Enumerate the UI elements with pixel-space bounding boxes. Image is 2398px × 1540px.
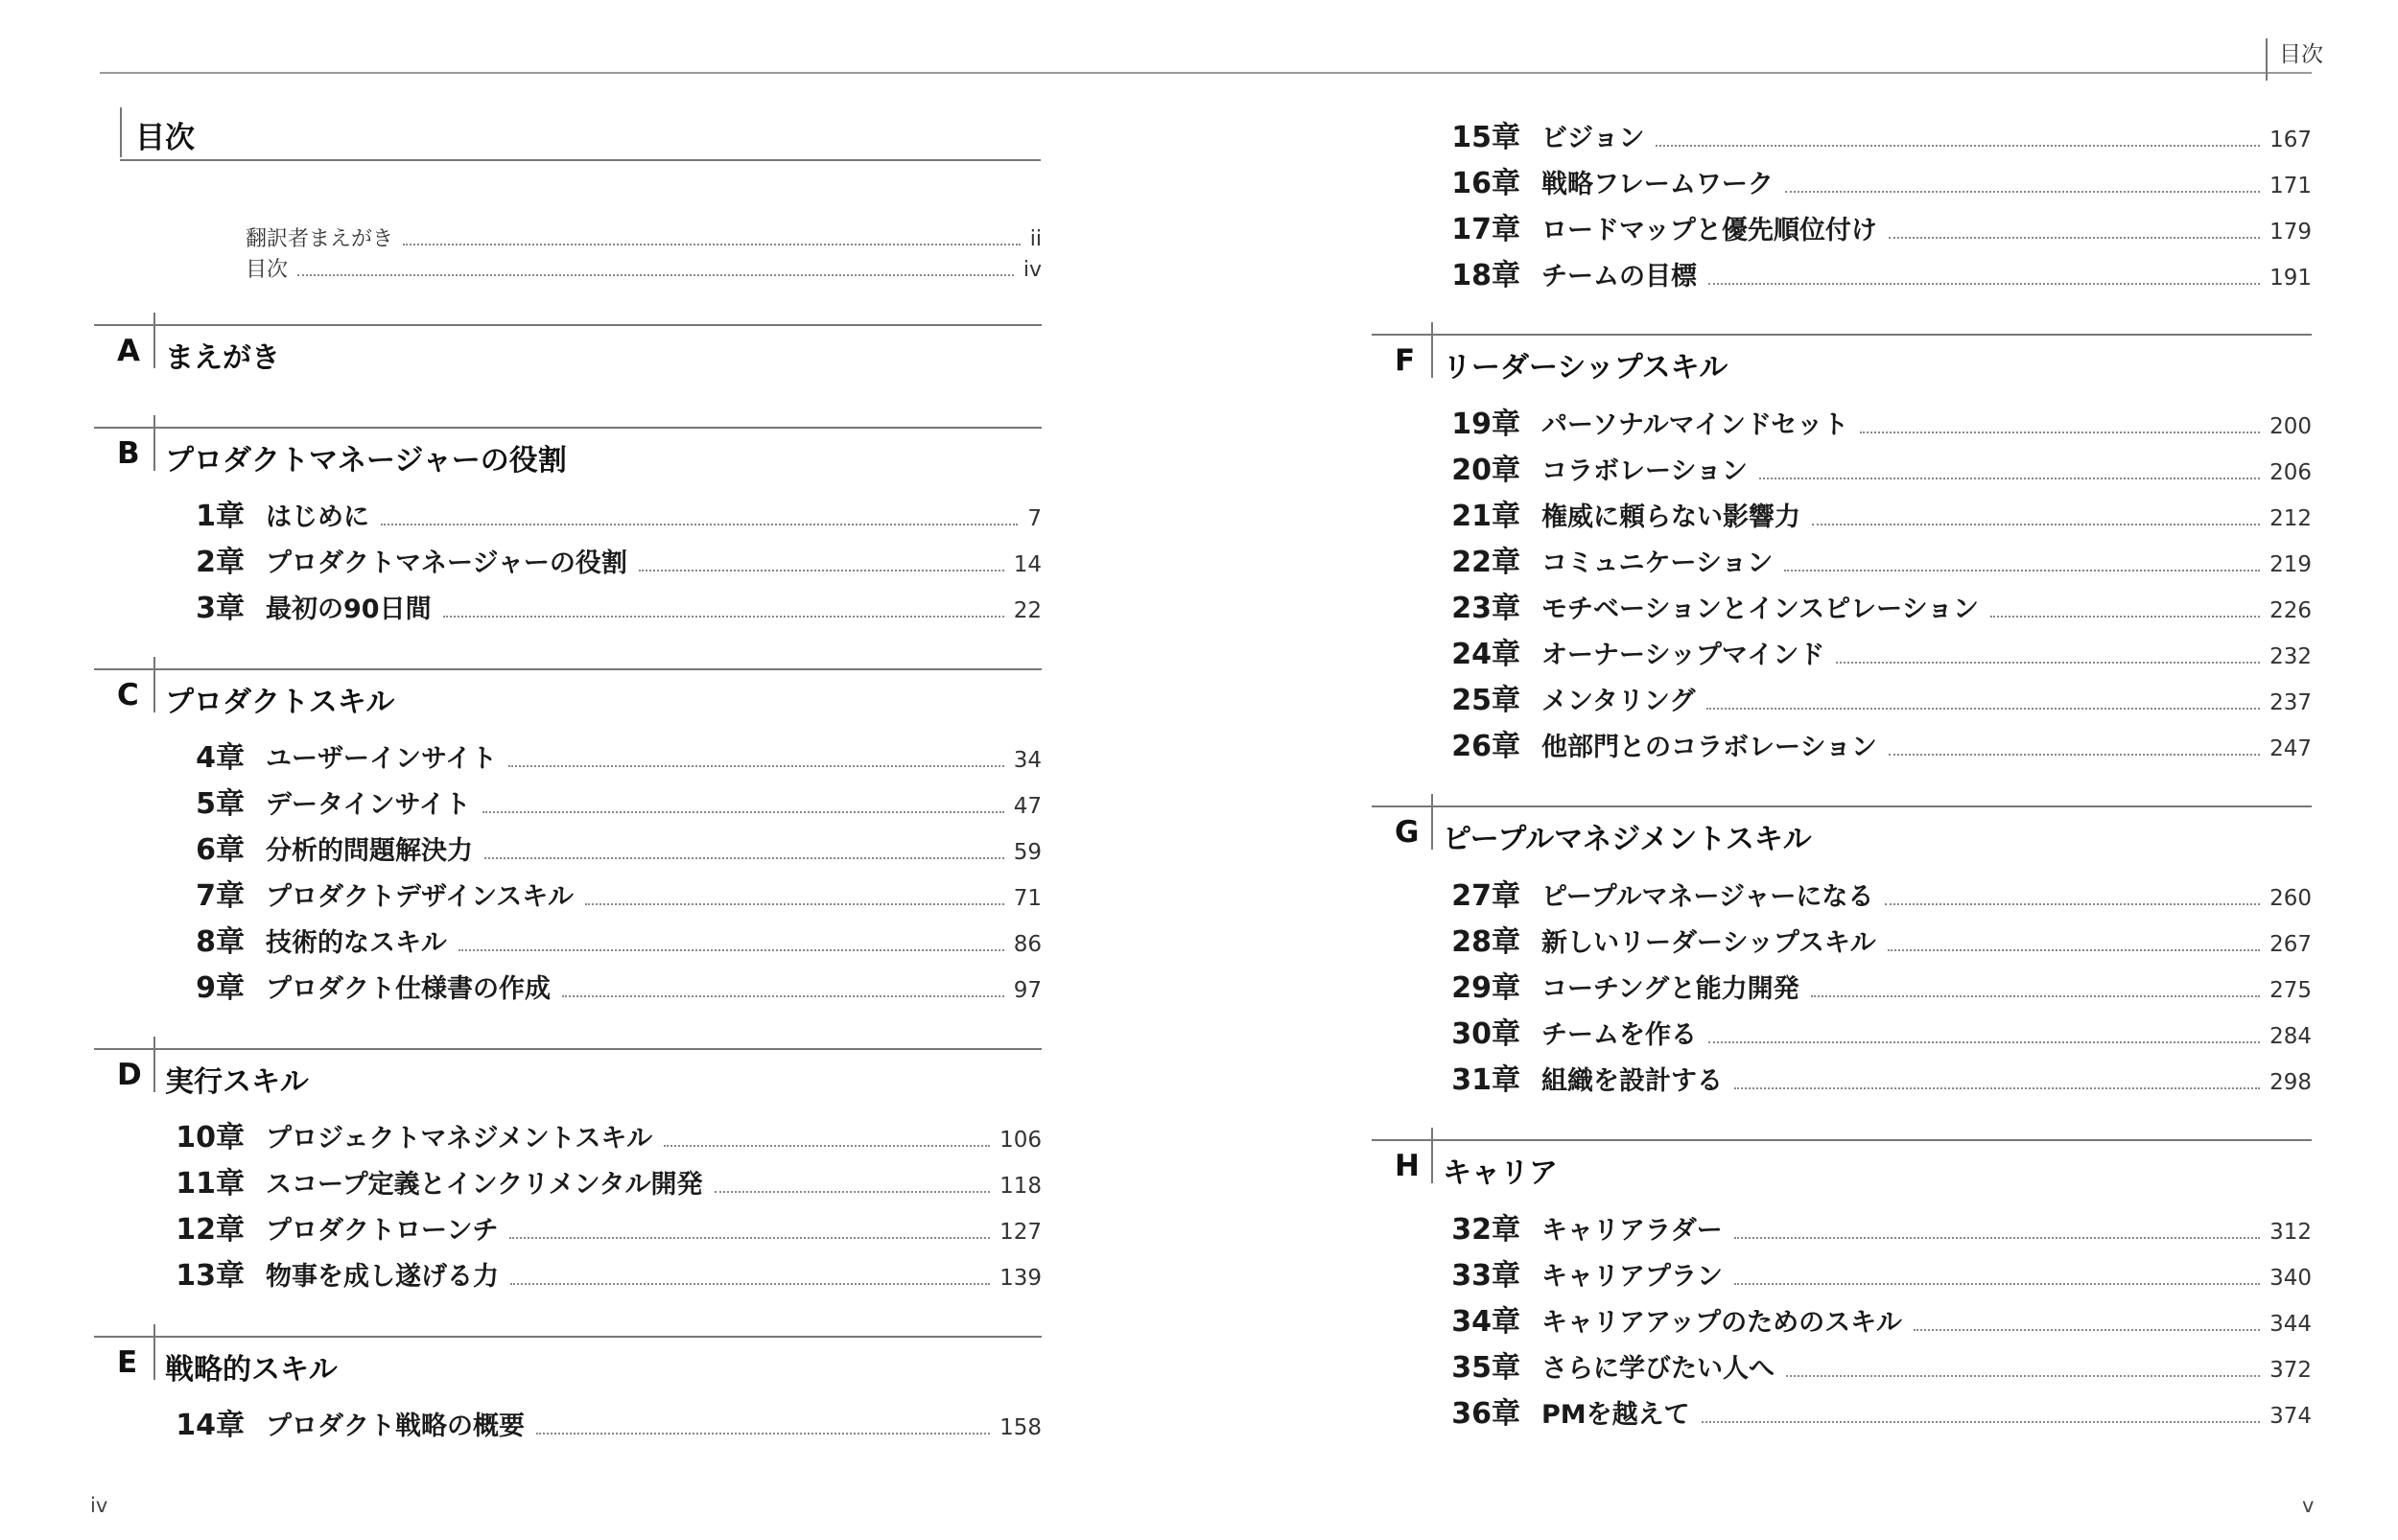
chapter-entry-32[interactable] <box>1424 1205 2312 1248</box>
page-title: 目次 <box>135 121 195 155</box>
chapter-entry-3[interactable] <box>149 584 1042 626</box>
chapter-title: キャリアラダー <box>1541 1216 1723 1246</box>
running-header: 目次 <box>2279 42 2323 67</box>
chapter-number: 26章 <box>1451 730 1520 763</box>
chapter-title: コラボレーション <box>1541 456 1748 486</box>
toc-entry-front-matter[interactable] <box>246 222 1042 252</box>
chapter-number: 19章 <box>1451 408 1520 441</box>
chapter-title: コミュニケーション <box>1541 548 1774 578</box>
chapter-page: 312 <box>2269 1220 2312 1245</box>
chapter-page: 167 <box>2269 128 2312 152</box>
chapter-entry-29[interactable] <box>1424 964 2312 1006</box>
chapter-entry-28[interactable] <box>1424 918 2312 960</box>
chapter-page: 237 <box>2269 690 2312 715</box>
dot-leader <box>509 1237 990 1239</box>
dot-leader <box>1785 191 2260 193</box>
dot-leader <box>1656 145 2260 147</box>
chapter-title: プロダクト戦略の概要 <box>266 1412 525 1441</box>
dot-leader <box>1990 616 2260 618</box>
dot-leader <box>1812 524 2260 525</box>
section-title: リーダーシップスキル <box>1443 351 1728 385</box>
dot-leader <box>484 857 1004 859</box>
dot-leader <box>1734 1087 2260 1089</box>
chapter-number: 25章 <box>1451 684 1520 717</box>
chapter-entry-35[interactable] <box>1424 1343 2312 1386</box>
chapter-title: プロダクトローンチ <box>266 1216 499 1246</box>
chapter-entry-22[interactable] <box>1424 538 2312 580</box>
chapter-entry-6[interactable] <box>149 826 1042 868</box>
chapter-page: 34 <box>1013 748 1042 773</box>
chapter-number: 22章 <box>1451 546 1520 579</box>
section-title: ピープルマネジメントスキル <box>1443 823 1812 856</box>
chapter-number: 16章 <box>1451 167 1520 200</box>
chapter-title: はじめに <box>266 502 369 532</box>
chapter-page: 106 <box>999 1128 1042 1153</box>
chapter-page: 7 <box>1027 506 1042 531</box>
dot-leader <box>1759 478 2260 479</box>
chapter-page: 232 <box>2269 644 2312 669</box>
chapter-page: 171 <box>2269 174 2312 198</box>
chapter-page: 200 <box>2269 414 2312 439</box>
chapter-page: 219 <box>2269 552 2312 577</box>
chapter-entry-2[interactable] <box>149 538 1042 580</box>
chapter-number: 8章 <box>196 925 245 959</box>
dot-leader <box>1708 1041 2260 1043</box>
chapter-page: 212 <box>2269 506 2312 531</box>
chapter-title: プロジェクトマネジメントスキル <box>266 1124 653 1154</box>
chapter-page: 374 <box>2269 1404 2312 1429</box>
dot-leader <box>585 903 1004 905</box>
chapter-number: 24章 <box>1451 638 1520 671</box>
chapter-number: 29章 <box>1451 971 1520 1005</box>
chapter-number: 7章 <box>196 879 245 913</box>
dot-leader <box>664 1145 990 1147</box>
chapter-number: 6章 <box>196 833 245 867</box>
chapter-number: 13章 <box>176 1259 245 1293</box>
section-tick <box>1431 322 1433 378</box>
chapter-number: 18章 <box>1451 259 1520 292</box>
section-title: プロダクトマネージャーの役割 <box>165 444 567 478</box>
chapter-title: プロダクトデザインスキル <box>266 882 575 912</box>
chapter-entry-23[interactable] <box>1424 584 2312 626</box>
dot-leader <box>482 811 1004 813</box>
section-letter: H <box>1395 1149 1420 1183</box>
chapter-number: 4章 <box>196 741 245 775</box>
page-title-tick <box>120 107 122 157</box>
section-tick <box>153 657 155 712</box>
chapter-entry-13[interactable] <box>149 1251 1042 1294</box>
chapter-entry-31[interactable] <box>1424 1056 2312 1098</box>
dot-leader <box>536 1433 990 1435</box>
dot-leader <box>510 1283 990 1285</box>
section-letter: B <box>117 436 140 471</box>
chapter-title: データインサイト <box>266 790 471 820</box>
chapter-entry-11[interactable] <box>149 1159 1042 1202</box>
dot-leader <box>1860 432 2260 433</box>
chapter-entry-7[interactable] <box>149 872 1042 914</box>
section-tick <box>153 415 155 471</box>
section-tick <box>1431 794 1433 850</box>
section-title: キャリア <box>1443 1156 1558 1190</box>
chapter-number: 14章 <box>176 1409 245 1442</box>
chapter-page: 97 <box>1013 978 1042 1003</box>
dot-leader <box>458 949 1004 951</box>
chapter-page: 14 <box>1013 552 1042 577</box>
section-heading-c[interactable] <box>94 668 1042 718</box>
chapter-entry-14[interactable] <box>149 1401 1042 1443</box>
section-heading-e[interactable] <box>94 1336 1042 1386</box>
chapter-entry-17[interactable] <box>1424 205 2312 247</box>
dot-leader <box>1784 570 2260 572</box>
chapter-page: 139 <box>999 1266 1042 1291</box>
dot-leader <box>508 765 1004 767</box>
chapter-number: 31章 <box>1451 1063 1520 1097</box>
chapter-page: 71 <box>1013 886 1042 911</box>
chapter-page: 247 <box>2269 736 2312 761</box>
chapter-title: 最初の90日間 <box>266 595 432 624</box>
dot-leader <box>1811 995 2260 997</box>
chapter-title: プロダクトマネージャーの役割 <box>266 548 627 578</box>
chapter-number: 34章 <box>1451 1305 1520 1339</box>
chapter-title: 権威に頼らない影響力 <box>1541 502 1800 532</box>
chapter-title: ロードマップと優先順位付け <box>1541 216 1877 245</box>
dot-leader <box>1889 754 2260 756</box>
dot-leader <box>639 570 1004 572</box>
section-heading-a[interactable] <box>94 324 1042 374</box>
chapter-entry-10[interactable] <box>149 1113 1042 1155</box>
chapter-entry-30[interactable] <box>1424 1010 2312 1052</box>
dot-leader <box>715 1191 991 1193</box>
chapter-page: 206 <box>2269 460 2312 485</box>
dot-leader <box>381 524 1018 525</box>
chapter-entry-16[interactable] <box>1424 159 2312 201</box>
chapter-page: 340 <box>2269 1266 2312 1291</box>
chapter-number: 20章 <box>1451 454 1520 487</box>
dot-leader <box>1889 237 2260 239</box>
chapter-title: チームの目標 <box>1541 262 1697 292</box>
dot-leader <box>1708 283 2260 285</box>
dot-leader <box>1786 1375 2260 1377</box>
entry-title: 翻訳者まえがき <box>246 227 394 251</box>
chapter-entry-27[interactable] <box>1424 872 2312 914</box>
chapter-entry-18[interactable] <box>1424 251 2312 293</box>
chapter-title: 分析的問題解決力 <box>266 836 473 866</box>
section-letter: F <box>1395 343 1416 378</box>
section-letter: G <box>1395 815 1420 850</box>
chapter-entry-34[interactable] <box>1424 1297 2312 1340</box>
chapter-title: パーソナルマインドセット <box>1541 410 1849 440</box>
entry-page: iv <box>1023 258 1042 282</box>
chapter-entry-21[interactable] <box>1424 492 2312 534</box>
chapter-entry-25[interactable] <box>1424 676 2312 718</box>
chapter-title: キャリアアップのためのスキル <box>1541 1308 1902 1338</box>
chapter-title: 物事を成し遂げる力 <box>266 1262 499 1292</box>
dot-leader <box>1914 1329 2260 1331</box>
chapter-title: PMを越えて <box>1541 1400 1690 1430</box>
chapter-title: コーチングと能力開発 <box>1541 974 1799 1004</box>
chapter-entry-9[interactable] <box>149 964 1042 1006</box>
chapter-entry-24[interactable] <box>1424 630 2312 672</box>
header-tick <box>2266 38 2268 81</box>
chapter-title: 組織を設計する <box>1541 1066 1723 1096</box>
chapter-entry-8[interactable] <box>149 918 1042 960</box>
section-tick <box>1431 1128 1433 1183</box>
chapter-number: 5章 <box>196 787 245 821</box>
chapter-number: 15章 <box>1451 121 1520 154</box>
chapter-entry-20[interactable] <box>1424 446 2312 488</box>
section-title: プロダクトスキル <box>165 686 395 719</box>
chapter-title: キャリアプラン <box>1541 1262 1723 1292</box>
section-tick <box>153 1037 155 1092</box>
dot-leader <box>1706 708 2260 710</box>
section-letter: A <box>117 334 140 368</box>
section-heading-g[interactable] <box>1372 805 2312 855</box>
chapter-entry-19[interactable] <box>1424 400 2312 442</box>
chapter-number: 2章 <box>196 546 245 579</box>
chapter-page: 372 <box>2269 1358 2312 1383</box>
chapter-title: 技術的なスキル <box>266 928 447 958</box>
dot-leader <box>1734 1283 2260 1285</box>
chapter-page: 226 <box>2269 598 2312 623</box>
dot-leader <box>403 244 1021 245</box>
chapter-page: 158 <box>999 1415 1042 1440</box>
chapter-number: 3章 <box>196 592 245 625</box>
entry-title: 目次 <box>246 258 289 282</box>
chapter-page: 275 <box>2269 978 2312 1003</box>
folio-right: v <box>2302 1494 2315 1517</box>
chapter-page: 127 <box>999 1220 1042 1245</box>
chapter-number: 1章 <box>196 500 245 533</box>
chapter-title: ピープルマネージャーになる <box>1541 882 1874 912</box>
chapter-page: 59 <box>1013 840 1042 865</box>
chapter-title: ビジョン <box>1541 124 1645 153</box>
chapter-entry-1[interactable] <box>149 492 1042 534</box>
chapter-number: 12章 <box>176 1213 245 1247</box>
chapter-number: 9章 <box>196 971 245 1005</box>
chapter-number: 21章 <box>1451 500 1520 533</box>
chapter-title: 新しいリーダーシップスキル <box>1541 928 1876 958</box>
section-title: 実行スキル <box>165 1065 309 1099</box>
section-letter: D <box>117 1058 142 1092</box>
chapter-title: ユーザーインサイト <box>266 744 498 774</box>
chapter-page: 267 <box>2269 932 2312 957</box>
chapter-page: 118 <box>999 1174 1042 1199</box>
dot-leader <box>1702 1421 2260 1423</box>
chapter-number: 23章 <box>1451 592 1520 625</box>
chapter-page: 284 <box>2269 1024 2312 1049</box>
dot-leader <box>562 995 1004 997</box>
section-letter: E <box>117 1345 138 1380</box>
chapter-page: 344 <box>2269 1312 2312 1337</box>
section-title: まえがき <box>165 341 280 375</box>
chapter-number: 35章 <box>1451 1351 1520 1385</box>
dot-leader <box>1734 1237 2260 1239</box>
chapter-title: 戦略フレームワーク <box>1541 170 1774 199</box>
chapter-title: 他部門とのコラボレーション <box>1541 733 1877 762</box>
chapter-entry-12[interactable] <box>149 1205 1042 1248</box>
section-heading-h[interactable] <box>1372 1139 2312 1189</box>
chapter-page: 86 <box>1013 932 1042 957</box>
chapter-entry-36[interactable] <box>1424 1389 2312 1432</box>
section-letter: C <box>117 678 139 712</box>
entry-page: ii <box>1029 227 1042 251</box>
chapter-entry-5[interactable] <box>149 780 1042 822</box>
section-tick <box>153 1324 155 1380</box>
chapter-number: 27章 <box>1451 879 1520 913</box>
chapter-entry-4[interactable] <box>149 734 1042 776</box>
chapter-page: 298 <box>2269 1070 2312 1095</box>
chapter-page: 191 <box>2269 266 2312 291</box>
chapter-number: 28章 <box>1451 925 1520 959</box>
chapter-number: 10章 <box>176 1121 245 1155</box>
chapter-page: 179 <box>2269 220 2312 245</box>
chapter-page: 260 <box>2269 886 2312 911</box>
section-tick <box>153 313 155 368</box>
chapter-title: さらに学びたい人へ <box>1541 1354 1775 1384</box>
dot-leader <box>443 616 1004 618</box>
chapter-title: プロダクト仕様書の作成 <box>266 974 551 1004</box>
section-heading-f[interactable] <box>1372 334 2312 384</box>
chapter-title: メンタリング <box>1541 687 1696 716</box>
section-heading-b[interactable] <box>94 427 1042 477</box>
chapter-page: 47 <box>1013 794 1042 819</box>
section-title: 戦略的スキル <box>165 1353 338 1387</box>
chapter-number: 36章 <box>1451 1397 1520 1431</box>
header-rule <box>100 72 2312 74</box>
toc-entry-front-matter[interactable] <box>246 253 1042 283</box>
dot-leader <box>1888 949 2261 951</box>
chapter-page: 22 <box>1013 598 1042 623</box>
chapter-entry-33[interactable] <box>1424 1251 2312 1294</box>
chapter-title: チームを作る <box>1541 1020 1697 1050</box>
chapter-number: 11章 <box>176 1167 245 1201</box>
dot-leader <box>1836 662 2260 664</box>
chapter-title: オーナーシップマインド <box>1541 641 1825 670</box>
chapter-entry-15[interactable] <box>1424 113 2312 155</box>
chapter-title: スコープ定義とインクリメンタル開発 <box>266 1170 703 1200</box>
chapter-number: 17章 <box>1451 213 1520 246</box>
folio-left: iv <box>90 1494 108 1517</box>
chapter-number: 32章 <box>1451 1213 1520 1247</box>
chapter-title: モチベーションとインスピレーション <box>1541 595 1980 624</box>
section-heading-d[interactable] <box>94 1048 1042 1098</box>
chapter-number: 30章 <box>1451 1017 1520 1051</box>
chapter-number: 33章 <box>1451 1259 1520 1293</box>
dot-leader <box>1885 903 2260 905</box>
chapter-entry-26[interactable] <box>1424 722 2312 764</box>
dot-leader <box>297 274 1014 276</box>
page-title-block <box>120 107 1041 161</box>
